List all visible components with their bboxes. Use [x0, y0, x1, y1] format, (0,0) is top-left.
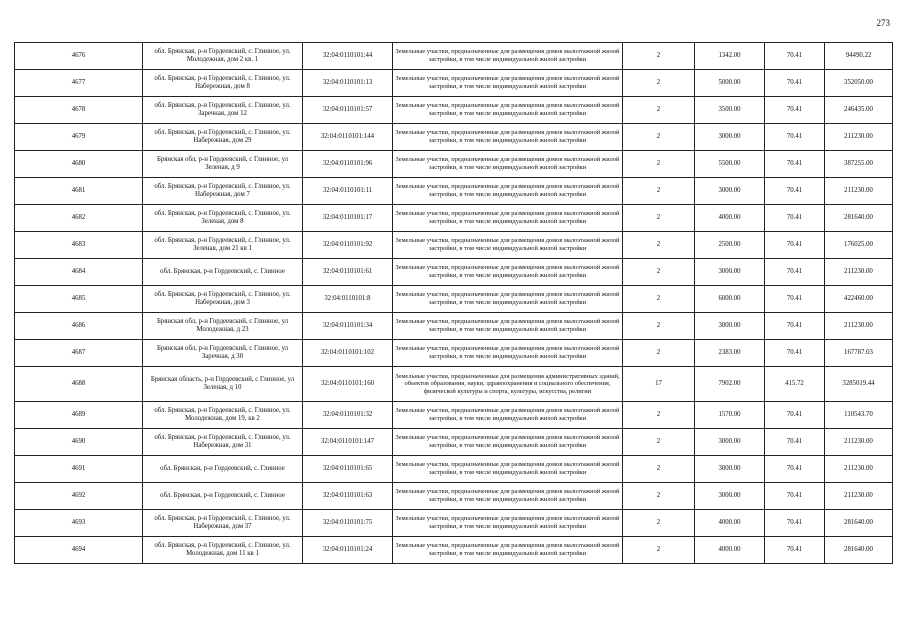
- cadastral-value-cell: 281640.00: [825, 537, 893, 564]
- area-cell: 3000.00: [695, 429, 765, 456]
- cadastral-value-cell: 176025.00: [825, 232, 893, 259]
- row-number: 4689: [15, 402, 143, 429]
- table-row: [15, 367, 893, 402]
- area-cell: 2383.00: [695, 340, 765, 367]
- area-cell: 1570.00: [695, 402, 765, 429]
- specific-value-cell: 70.41: [765, 124, 825, 151]
- group-cell: 2: [623, 286, 695, 313]
- address-cell: обл. Брянская, р-н Гордеевский, с. Глинное: [143, 456, 303, 483]
- area-cell: 6000.00: [695, 286, 765, 313]
- row-number: 4680: [15, 151, 143, 178]
- table-row: [15, 97, 893, 124]
- area-cell: 7902.00: [695, 367, 765, 402]
- land-use-cell: Земельные участки, предназначенные для размещения домов малоэтажной жилой застройки, в том числе индивидуальной жилой застройки: [393, 510, 623, 537]
- cadastral-number-cell: 32:04:0110101:61: [303, 259, 393, 286]
- cadastral-number-cell: 32:04:0110101:24: [303, 537, 393, 564]
- cadastral-number-cell: 32:04:0110101:11: [303, 178, 393, 205]
- table-row: [15, 456, 893, 483]
- cadastral-number-cell: 32:04:0110101:13: [303, 70, 393, 97]
- group-cell: 2: [623, 178, 695, 205]
- group-cell: 2: [623, 151, 695, 178]
- specific-value-cell: 70.41: [765, 537, 825, 564]
- row-number: 4678: [15, 97, 143, 124]
- table-row: [15, 340, 893, 367]
- cadastral-value-cell: 211230.00: [825, 456, 893, 483]
- cadastral-number-cell: 32:04:0110101:92: [303, 232, 393, 259]
- row-number: 4681: [15, 178, 143, 205]
- land-use-cell: Земельные участки, предназначенные для размещения домов малоэтажной жилой застройки, в том числе индивидуальной жилой застройки: [393, 537, 623, 564]
- specific-value-cell: 70.41: [765, 402, 825, 429]
- group-cell: 2: [623, 43, 695, 70]
- land-use-cell: Земельные участки, предназначенные для размещения домов малоэтажной жилой застройки, в том числе индивидуальной жилой застройки: [393, 313, 623, 340]
- row-number: 4683: [15, 232, 143, 259]
- area-cell: 3000.00: [695, 456, 765, 483]
- row-number: 4691: [15, 456, 143, 483]
- specific-value-cell: 70.41: [765, 205, 825, 232]
- land-use-cell: Земельные участки, предназначенные для размещения административных зданий, объектов образования, науки, здравоохранения и социального обеспечения, физической культуры и спорта, культуры, искусства, религии: [393, 367, 623, 402]
- specific-value-cell: 415.72: [765, 367, 825, 402]
- address-cell: обл. Брянская, р-н Гордеевский, с. Глинное: [143, 259, 303, 286]
- table-row: [15, 232, 893, 259]
- land-use-cell: Земельные участки, предназначенные для размещения домов малоэтажной жилой застройки, в том числе индивидуальной жилой застройки: [393, 402, 623, 429]
- group-cell: 2: [623, 456, 695, 483]
- area-cell: 3000.00: [695, 178, 765, 205]
- group-cell: 2: [623, 205, 695, 232]
- cadastral-number-cell: 32:04:0110101:75: [303, 510, 393, 537]
- row-number: 4688: [15, 367, 143, 402]
- group-cell: 2: [623, 313, 695, 340]
- cadastral-number-cell: 32:04:0110101:34: [303, 313, 393, 340]
- area-cell: 1342.00: [695, 43, 765, 70]
- cadastral-value-cell: 211230.00: [825, 483, 893, 510]
- group-cell: 2: [623, 429, 695, 456]
- cadastral-value-cell: 211230.00: [825, 429, 893, 456]
- table-row: [15, 483, 893, 510]
- specific-value-cell: 70.41: [765, 429, 825, 456]
- table-row: [15, 205, 893, 232]
- cadastral-value-cell: 281640.00: [825, 205, 893, 232]
- address-cell: обл. Брянская, р-н Гордеевский, с. Глинное, ул. Молодежная, дом 2 кв. 1: [143, 43, 303, 70]
- table-row: [15, 313, 893, 340]
- area-cell: 2500.00: [695, 232, 765, 259]
- specific-value-cell: 70.41: [765, 97, 825, 124]
- address-cell: Брянская обл, р-н Гордеевский, с Глинное, ул Молодежная, д 23: [143, 313, 303, 340]
- table-row: [15, 429, 893, 456]
- cadastral-value-cell: 352050.00: [825, 70, 893, 97]
- page-number: 273: [876, 18, 890, 28]
- address-cell: обл. Брянская, р-н Гордеевский, с. Глинное, ул. Молодежная, дом 11 кв 1: [143, 537, 303, 564]
- land-use-cell: Земельные участки, предназначенные для размещения домов малоэтажной жилой застройки, в том числе индивидуальной жилой застройки: [393, 43, 623, 70]
- group-cell: 2: [623, 97, 695, 124]
- address-cell: обл. Брянская, р-н Гордеевский, с. Глинное, ул. Набережная, дом 37: [143, 510, 303, 537]
- table-row: [15, 537, 893, 564]
- specific-value-cell: 70.41: [765, 43, 825, 70]
- cadastral-value-table: [14, 42, 893, 564]
- row-number: 4682: [15, 205, 143, 232]
- table-row: [15, 151, 893, 178]
- land-use-cell: Земельные участки, предназначенные для размещения домов малоэтажной жилой застройки, в том числе индивидуальной жилой застройки: [393, 232, 623, 259]
- land-use-cell: Земельные участки, предназначенные для размещения домов малоэтажной жилой застройки, в том числе индивидуальной жилой застройки: [393, 259, 623, 286]
- cadastral-number-cell: 32:04:0110101:32: [303, 402, 393, 429]
- land-use-cell: Земельные участки, предназначенные для размещения домов малоэтажной жилой застройки, в том числе индивидуальной жилой застройки: [393, 97, 623, 124]
- cadastral-number-cell: 32:04:0110101:144: [303, 124, 393, 151]
- specific-value-cell: 70.41: [765, 510, 825, 537]
- cadastral-number-cell: 32:04:0110101:63: [303, 483, 393, 510]
- row-number: 4692: [15, 483, 143, 510]
- cadastral-value-cell: 110543.70: [825, 402, 893, 429]
- group-cell: 2: [623, 510, 695, 537]
- table-row: [15, 286, 893, 313]
- cadastral-value-cell: 3285019.44: [825, 367, 893, 402]
- address-cell: обл. Брянская, р-н Гордеевский, с. Глинное, ул. Набережная, дом 7: [143, 178, 303, 205]
- group-cell: 17: [623, 367, 695, 402]
- row-number: 4690: [15, 429, 143, 456]
- row-number: 4684: [15, 259, 143, 286]
- cadastral-number-cell: 32:04:0110101:44: [303, 43, 393, 70]
- address-cell: обл. Брянская, р-н Гордеевский, с. Глинное, ул. Зеленая, дом 8: [143, 205, 303, 232]
- area-cell: 4000.00: [695, 537, 765, 564]
- cadastral-value-cell: 281640.00: [825, 510, 893, 537]
- row-number: 4685: [15, 286, 143, 313]
- specific-value-cell: 70.41: [765, 456, 825, 483]
- address-cell: Брянская обл, р-н Гордеевский, с Глинное, ул Зеленая, д 9: [143, 151, 303, 178]
- table-body: [15, 43, 893, 564]
- cadastral-value-cell: 94490.22: [825, 43, 893, 70]
- cadastral-value-cell: 422460.00: [825, 286, 893, 313]
- specific-value-cell: 70.41: [765, 259, 825, 286]
- cadastral-value-cell: 167787.03: [825, 340, 893, 367]
- land-use-cell: Земельные участки, предназначенные для размещения домов малоэтажной жилой застройки, в том числе индивидуальной жилой застройки: [393, 178, 623, 205]
- group-cell: 2: [623, 124, 695, 151]
- land-use-cell: Земельные участки, предназначенные для размещения домов малоэтажной жилой застройки, в том числе индивидуальной жилой застройки: [393, 340, 623, 367]
- land-use-cell: Земельные участки, предназначенные для размещения домов малоэтажной жилой застройки, в том числе индивидуальной жилой застройки: [393, 124, 623, 151]
- group-cell: 2: [623, 340, 695, 367]
- address-cell: обл. Брянская, р-н Гордеевский, с. Глинное, ул. Набережная, дом 8: [143, 70, 303, 97]
- land-use-cell: Земельные участки, предназначенные для размещения домов малоэтажной жилой застройки, в том числе индивидуальной жилой застройки: [393, 205, 623, 232]
- area-cell: 3000.00: [695, 259, 765, 286]
- cadastral-value-cell: 211230.00: [825, 313, 893, 340]
- group-cell: 2: [623, 537, 695, 564]
- land-use-cell: Земельные участки, предназначенные для размещения домов малоэтажной жилой застройки, в том числе индивидуальной жилой застройки: [393, 456, 623, 483]
- specific-value-cell: 70.41: [765, 151, 825, 178]
- row-number: 4687: [15, 340, 143, 367]
- row-number: 4693: [15, 510, 143, 537]
- cadastral-value-cell: 211230.00: [825, 259, 893, 286]
- address-cell: обл. Брянская, р-н Гордеевский, с. Глинное, ул. Набережная, дом 31: [143, 429, 303, 456]
- group-cell: 2: [623, 259, 695, 286]
- specific-value-cell: 70.41: [765, 313, 825, 340]
- cadastral-number-cell: 32:04:0110101:65: [303, 456, 393, 483]
- cadastral-value-cell: 246435.00: [825, 97, 893, 124]
- area-cell: 4000.00: [695, 205, 765, 232]
- area-cell: 3000.00: [695, 313, 765, 340]
- address-cell: обл. Брянская, р-н Гордеевский, с. Глинное, ул. Заречная, дом 12: [143, 97, 303, 124]
- specific-value-cell: 70.41: [765, 286, 825, 313]
- specific-value-cell: 70.41: [765, 232, 825, 259]
- address-cell: обл. Брянская, р-н Гордеевский, с. Глинное, ул. Набережная, дом 29: [143, 124, 303, 151]
- cadastral-number-cell: 32:04:0110101:102: [303, 340, 393, 367]
- table-row: [15, 259, 893, 286]
- land-use-cell: Земельные участки, предназначенные для размещения домов малоэтажной жилой застройки, в том числе индивидуальной жилой застройки: [393, 151, 623, 178]
- group-cell: 2: [623, 483, 695, 510]
- group-cell: 2: [623, 70, 695, 97]
- address-cell: Брянская область, р-н Гордеевский, с Глинное, ул Зеленая, д 10: [143, 367, 303, 402]
- area-cell: 3500.00: [695, 97, 765, 124]
- specific-value-cell: 70.41: [765, 178, 825, 205]
- address-cell: обл. Брянская, р-н Гордеевский, с. Глинное, ул. Зеленая, дом 21 кв 1: [143, 232, 303, 259]
- table-row: [15, 402, 893, 429]
- row-number: 4694: [15, 537, 143, 564]
- area-cell: 5000.00: [695, 70, 765, 97]
- address-cell: обл. Брянская, р-н Гордеевский, с. Глинное, ул. Молодежная, дом 19, кв 2: [143, 402, 303, 429]
- land-use-cell: Земельные участки, предназначенные для размещения домов малоэтажной жилой застройки, в том числе индивидуальной жилой застройки: [393, 429, 623, 456]
- land-use-cell: Земельные участки, предназначенные для размещения домов малоэтажной жилой застройки, в том числе индивидуальной жилой застройки: [393, 483, 623, 510]
- specific-value-cell: 70.41: [765, 483, 825, 510]
- land-use-cell: Земельные участки, предназначенные для размещения домов малоэтажной жилой застройки, в том числе индивидуальной жилой застройки: [393, 286, 623, 313]
- group-cell: 2: [623, 402, 695, 429]
- cadastral-number-cell: 32:04:0110101:160: [303, 367, 393, 402]
- table-row: [15, 510, 893, 537]
- address-cell: обл. Брянская, р-н Гордеевский, с. Глинное, ул. Набережная, дом 3: [143, 286, 303, 313]
- area-cell: 5500.00: [695, 151, 765, 178]
- cadastral-number-cell: 32:04:0110101:147: [303, 429, 393, 456]
- row-number: 4676: [15, 43, 143, 70]
- table-row: [15, 43, 893, 70]
- area-cell: 4000.00: [695, 510, 765, 537]
- row-number: 4677: [15, 70, 143, 97]
- land-use-cell: Земельные участки, предназначенные для размещения домов малоэтажной жилой застройки, в том числе индивидуальной жилой застройки: [393, 70, 623, 97]
- specific-value-cell: 70.41: [765, 70, 825, 97]
- cadastral-value-cell: 211230.00: [825, 124, 893, 151]
- table-row: [15, 178, 893, 205]
- row-number: 4686: [15, 313, 143, 340]
- address-cell: Брянская обл, р-н Гордеевский, с Глинное, ул Заречная, д 30: [143, 340, 303, 367]
- table-row: [15, 70, 893, 97]
- cadastral-value-cell: 387255.00: [825, 151, 893, 178]
- cadastral-number-cell: 32:04:0110101:8: [303, 286, 393, 313]
- cadastral-number-cell: 32:04:0110101:17: [303, 205, 393, 232]
- cadastral-value-cell: 211230.00: [825, 178, 893, 205]
- specific-value-cell: 70.41: [765, 340, 825, 367]
- cadastral-number-cell: 32:04:0110101:96: [303, 151, 393, 178]
- cadastral-number-cell: 32:04:0110101:57: [303, 97, 393, 124]
- area-cell: 3000.00: [695, 124, 765, 151]
- area-cell: 3000.00: [695, 483, 765, 510]
- group-cell: 2: [623, 232, 695, 259]
- row-number: 4679: [15, 124, 143, 151]
- address-cell: обл. Брянская, р-н Гордеевский, с. Глинное: [143, 483, 303, 510]
- table-row: [15, 124, 893, 151]
